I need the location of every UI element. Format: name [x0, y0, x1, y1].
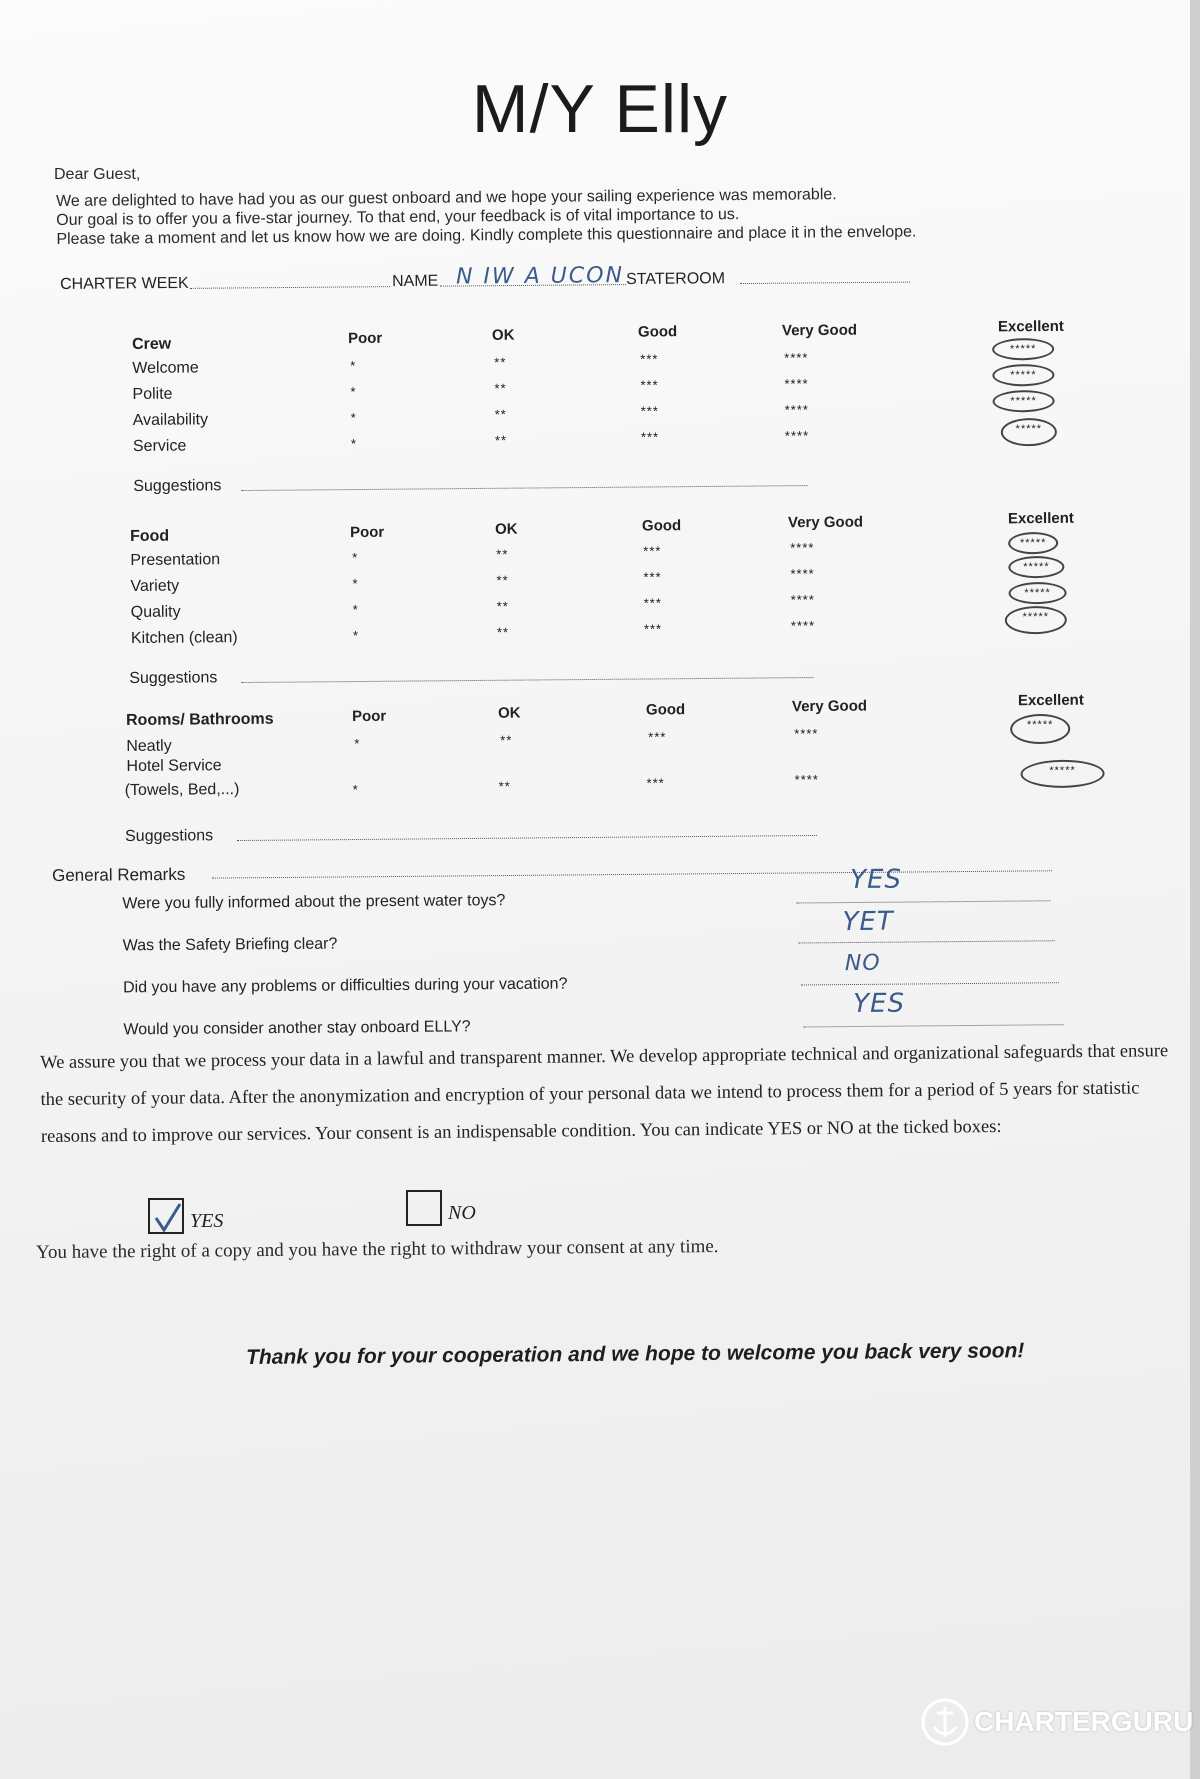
item-label: Service: [132, 437, 187, 455]
header-poor: Poor: [349, 523, 385, 542]
answer-handwritten: YES: [850, 864, 903, 896]
rating-excellent-circled[interactable]: *****: [1010, 714, 1070, 745]
answer-field[interactable]: [801, 969, 1059, 985]
rating-very-good[interactable]: ****: [794, 771, 819, 788]
rating-very-good[interactable]: ****: [784, 376, 809, 392]
rating-ok[interactable]: **: [496, 624, 510, 640]
header-poor: Poor: [351, 707, 387, 726]
rights-text: You have the right of a copy and you have the right to withdraw your consent at any time.: [36, 1236, 719, 1263]
item-label: Polite: [132, 385, 173, 403]
rating-poor[interactable]: *: [350, 384, 357, 400]
rating-excellent-circled[interactable]: *****: [1008, 532, 1058, 554]
rating-good[interactable]: ***: [640, 429, 660, 445]
rating-ok[interactable]: **: [494, 380, 507, 396]
header-good: Good: [645, 701, 686, 719]
rating-poor[interactable]: *: [350, 358, 357, 374]
section-heading: Food: [130, 527, 170, 545]
intro-line: We are delighted to have had you as our guest onboard and we hope your sailing experience was memorable.: [56, 186, 837, 210]
answer-field[interactable]: [796, 887, 1050, 903]
question-text: Did you have any problems or difficulties during your vacation?: [122, 975, 568, 997]
rating-poor[interactable]: *: [352, 576, 359, 592]
suggestions-field[interactable]: [241, 472, 807, 491]
question-text: Were you fully informed about the present water toys?: [122, 892, 506, 913]
header-very-good: Very Good: [791, 697, 868, 716]
page-edge: [1190, 0, 1200, 1779]
rating-good[interactable]: ***: [648, 729, 667, 745]
name-label: NAME: [391, 272, 439, 291]
item-label: (Towels, Bed,...): [124, 781, 240, 800]
rating-poor[interactable]: *: [354, 735, 361, 752]
rating-excellent-circled[interactable]: *****: [993, 390, 1055, 413]
rating-very-good[interactable]: ****: [790, 566, 815, 582]
suggestions-field[interactable]: [237, 822, 817, 841]
stateroom-field[interactable]: [740, 269, 910, 284]
answer-field[interactable]: [803, 1011, 1063, 1027]
item-label: Presentation: [130, 551, 221, 569]
charter-week-label: CHARTER WEEK: [60, 274, 189, 293]
item-label: Welcome: [132, 359, 199, 377]
check-mark-icon: [150, 1200, 186, 1236]
section-heading: Rooms/ Bathrooms: [126, 710, 274, 729]
header-good: Good: [637, 323, 678, 341]
general-remarks-label: General Remarks: [52, 864, 186, 885]
charter-week-field[interactable]: [190, 273, 390, 289]
rating-good[interactable]: ***: [643, 543, 662, 559]
rating-very-good[interactable]: ****: [784, 402, 809, 418]
intro-line: Our goal is to offer you a five-star journey. To that end, your feedback is of vital importance to us.: [56, 206, 740, 229]
rating-excellent-circled[interactable]: *****: [992, 338, 1054, 361]
rating-poor[interactable]: *: [352, 550, 359, 566]
rating-very-good[interactable]: ****: [790, 540, 815, 556]
header-very-good: Very Good: [787, 513, 864, 532]
consent-no-checkbox[interactable]: [406, 1190, 442, 1226]
rating-good[interactable]: ***: [640, 377, 659, 393]
answer-field[interactable]: [799, 927, 1055, 943]
thank-you-message: Thank you for your cooperation and we hope to welcome you back very soon!: [246, 1339, 1025, 1369]
header-good: Good: [641, 517, 682, 535]
crew-section: [130, 317, 1081, 496]
item-label: Quality: [130, 603, 181, 621]
rating-poor[interactable]: *: [350, 410, 357, 426]
item-label: Hotel Service: [126, 757, 222, 775]
rating-excellent-circled[interactable]: *****: [1009, 582, 1067, 605]
rating-excellent-circled[interactable]: *****: [1020, 759, 1104, 788]
rating-good[interactable]: ***: [640, 403, 659, 419]
intro-line: Please take a moment and let us know how we are doing. Kindly complete this questionnaire and place it in the envelope.: [56, 223, 917, 248]
rating-very-good[interactable]: ****: [790, 618, 816, 634]
rating-ok[interactable]: **: [496, 546, 509, 562]
section-heading: Crew: [131, 335, 172, 353]
rating-poor[interactable]: *: [350, 436, 358, 452]
rating-ok[interactable]: **: [498, 778, 511, 794]
suggestions-label: Suggestions: [133, 477, 222, 495]
rating-very-good[interactable]: ****: [790, 592, 815, 608]
suggestions-label: Suggestions: [129, 669, 218, 688]
consent-yes-checkbox[interactable]: [148, 1198, 184, 1234]
header-excellent: Excellent: [1007, 509, 1074, 528]
rooms-section: [124, 691, 1087, 852]
food-section: [129, 509, 1081, 688]
general-remarks-section: [52, 857, 1064, 1046]
suggestions-label: Suggestions: [125, 827, 214, 846]
rating-good[interactable]: ***: [643, 569, 662, 585]
rating-poor[interactable]: *: [352, 781, 359, 798]
rating-poor[interactable]: *: [352, 628, 360, 644]
suggestions-field[interactable]: [241, 664, 813, 683]
page-title: M/Y Elly: [471, 71, 729, 147]
question-text: Was the Safety Briefing clear?: [122, 935, 338, 955]
anchor-icon: [920, 1697, 970, 1747]
rating-poor[interactable]: *: [352, 602, 359, 618]
answer-handwritten: NO: [844, 950, 881, 977]
rating-very-good[interactable]: ****: [784, 350, 809, 366]
rating-ok[interactable]: **: [494, 432, 508, 448]
rating-ok[interactable]: **: [494, 354, 507, 370]
rating-ok[interactable]: **: [500, 732, 513, 748]
header-ok: OK: [494, 520, 518, 538]
item-label: Variety: [130, 577, 180, 595]
watermark-text: CHARTERGURU: [974, 1706, 1194, 1737]
header-poor: Poor: [347, 329, 383, 348]
rating-ok[interactable]: **: [496, 598, 509, 614]
rating-excellent-circled[interactable]: *****: [1001, 418, 1057, 446]
consent-no-label: NO: [448, 1202, 476, 1224]
header-ok: OK: [491, 326, 515, 344]
answer-handwritten: YET: [842, 906, 894, 938]
item-label: Availability: [132, 411, 209, 429]
data-consent-paragraph: We assure you that we process your data in a lawful and transparent manner. We develop appropriate technical and organizational safeguards that ensure the security of your data. After the anonymization and encryption of your personal data we intend to process them for a period of 5 years for statistic reasons and to improve our services. Your consent is an indispensable condition. You can indicate YES or NO at the ticked boxes:: [40, 1041, 1169, 1147]
rating-good[interactable]: ***: [640, 351, 659, 367]
consent-yes-label: YES: [190, 1210, 224, 1232]
item-label: Kitchen (clean): [130, 629, 238, 647]
rating-ok[interactable]: **: [494, 406, 507, 422]
rating-very-good[interactable]: ****: [784, 428, 810, 444]
rating-excellent-circled[interactable]: *****: [992, 364, 1054, 387]
header-excellent: Excellent: [997, 317, 1064, 336]
salutation: Dear Guest,: [54, 166, 141, 183]
header-very-good: Very Good: [781, 321, 858, 340]
rating-excellent-circled[interactable]: *****: [1008, 556, 1064, 578]
charterguru-watermark: [920, 1697, 1193, 1747]
rating-good[interactable]: ***: [643, 595, 662, 611]
rating-very-good[interactable]: ****: [794, 725, 819, 742]
name-handwritten: N IW A UCON: [455, 263, 625, 290]
header-excellent: Excellent: [1017, 691, 1084, 710]
answer-handwritten: YES: [853, 988, 906, 1020]
item-label: Neatly: [126, 737, 172, 755]
rating-good[interactable]: ***: [643, 621, 663, 637]
rating-good[interactable]: ***: [646, 775, 665, 791]
rating-excellent-circled[interactable]: *****: [1005, 606, 1067, 635]
intro-paragraph: [56, 184, 917, 249]
header-ok: OK: [497, 704, 521, 722]
stateroom-label: STATEROOM: [625, 270, 726, 289]
question-text: Would you consider another stay onboard ELLY?: [123, 1018, 471, 1039]
rating-ok[interactable]: **: [496, 572, 509, 588]
